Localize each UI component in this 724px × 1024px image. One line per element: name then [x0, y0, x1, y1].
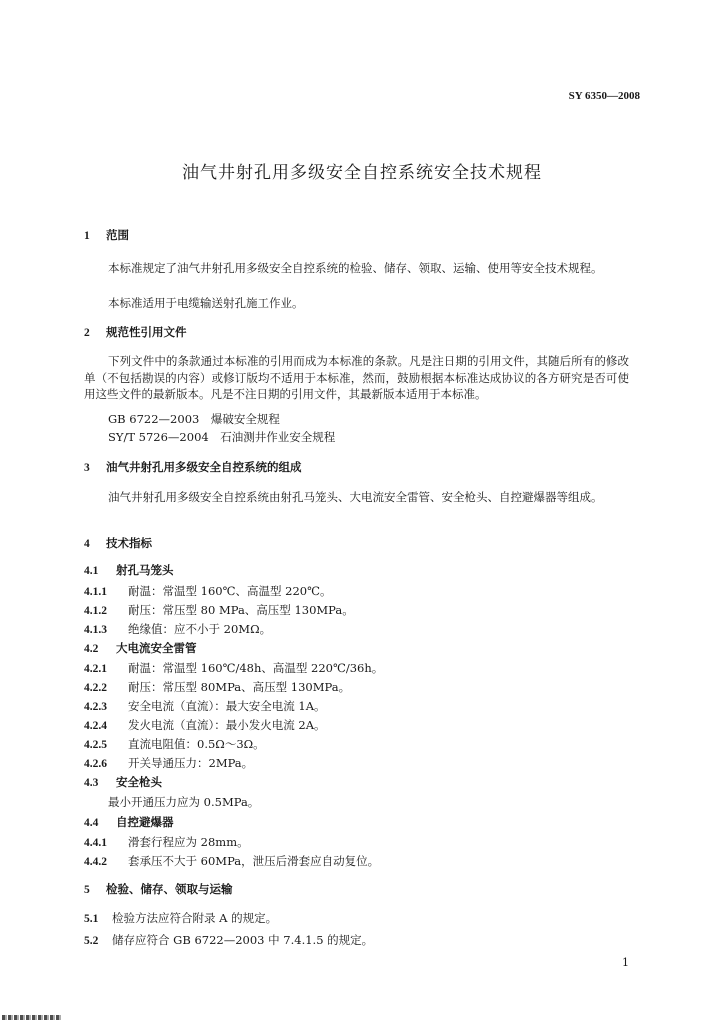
item-4-4-1: 4.4.1 滑套行程应为 28mm。: [84, 835, 249, 849]
subsection-4-1-heading: 4.1 射孔马笼头: [84, 563, 174, 577]
section-2-paragraph: 下列文件中的条款通过本标准的引用而成为本标准的条款。凡是注日期的引用文件，其随后所有的修改单（不包括勘误的内容）或修订版均不适用于本标准，然而，鼓励根据本标准达成协议的各方研究是否可使用这些文件的最新版本。凡是不注日期的引用文件，其最新版本适用于本标准。: [84, 354, 629, 401]
page-number: 1: [622, 956, 629, 969]
item-4-2-3: 4.2.3 安全电流（直流）：最大安全电流 1A。: [84, 699, 326, 713]
item-4-2-1: 4.2.1 耐温：常温型 160℃/48h、高温型 220℃/36h。: [84, 661, 384, 675]
item-5-2: 5.2 储存应符合 GB 6722—2003 中 7.4.1.5 的规定。: [84, 933, 374, 947]
subsection-4-4-heading: 4.4 自控避爆器: [84, 815, 174, 829]
section-1-paragraph-2: 本标准适用于电缆输送射孔施工作业。: [108, 296, 304, 310]
item-4-4-2: 4.4.2 套承压不大于 60MPa，泄压后滑套应自动复位。: [84, 854, 380, 868]
section-2-heading: 2 规范性引用文件: [84, 325, 187, 339]
reference-gb6722: GB 6722—2003 爆破安全规程: [108, 412, 280, 426]
item-4-2-2: 4.2.2 耐压：常压型 80MPa、高压型 130MPa。: [84, 680, 351, 694]
page-title: 油气井射孔用多级安全自控系统安全技术规程: [182, 163, 542, 183]
section-1-heading: 1 范围: [84, 228, 129, 242]
item-4-2-4: 4.2.4 发火电流（直流）：最小发火电流 2A。: [84, 718, 326, 732]
item-4-2-5: 4.2.5 直流电阻值：0.5Ω～3Ω。: [84, 737, 265, 751]
item-4-1-3: 4.1.3 绝缘值：应不小于 20MΩ。: [84, 622, 272, 636]
section-3-heading: 3 油气井射孔用多级安全自控系统的组成: [84, 460, 302, 474]
section-3-paragraph: 油气井射孔用多级安全自控系统由射孔马笼头、大电流安全雷管、安全枪头、自控避爆器等组成。: [108, 490, 603, 504]
standard-number: SY 6350—2008: [568, 90, 640, 102]
section-5-heading: 5 检验、储存、领取与运输: [84, 882, 233, 896]
reference-sy5726: SY/T 5726—2004 石油测井作业安全规程: [108, 430, 336, 444]
item-4-1-1: 4.1.1 耐温：常温型 160℃、高温型 220℃。: [84, 584, 332, 598]
item-4-1-2: 4.1.2 耐压：常压型 80 MPa、高压型 130MPa。: [84, 603, 354, 617]
item-4-2-6: 4.2.6 开关导通压力：2MPa。: [84, 756, 254, 770]
section-4-heading: 4 技术指标: [84, 536, 152, 550]
subsection-4-3-paragraph: 最小开通压力应为 0.5MPa。: [108, 795, 260, 809]
item-5-1: 5.1 检验方法应符合附录 A 的规定。: [84, 911, 278, 925]
scan-artifact: [2, 1015, 62, 1020]
subsection-4-2-heading: 4.2 大电流安全雷管: [84, 641, 197, 655]
subsection-4-3-heading: 4.3 安全枪头: [84, 775, 162, 789]
section-1-paragraph-1: 本标准规定了油气井射孔用多级安全自控系统的检验、储存、领取、运输、使用等安全技术规程。: [108, 261, 603, 275]
